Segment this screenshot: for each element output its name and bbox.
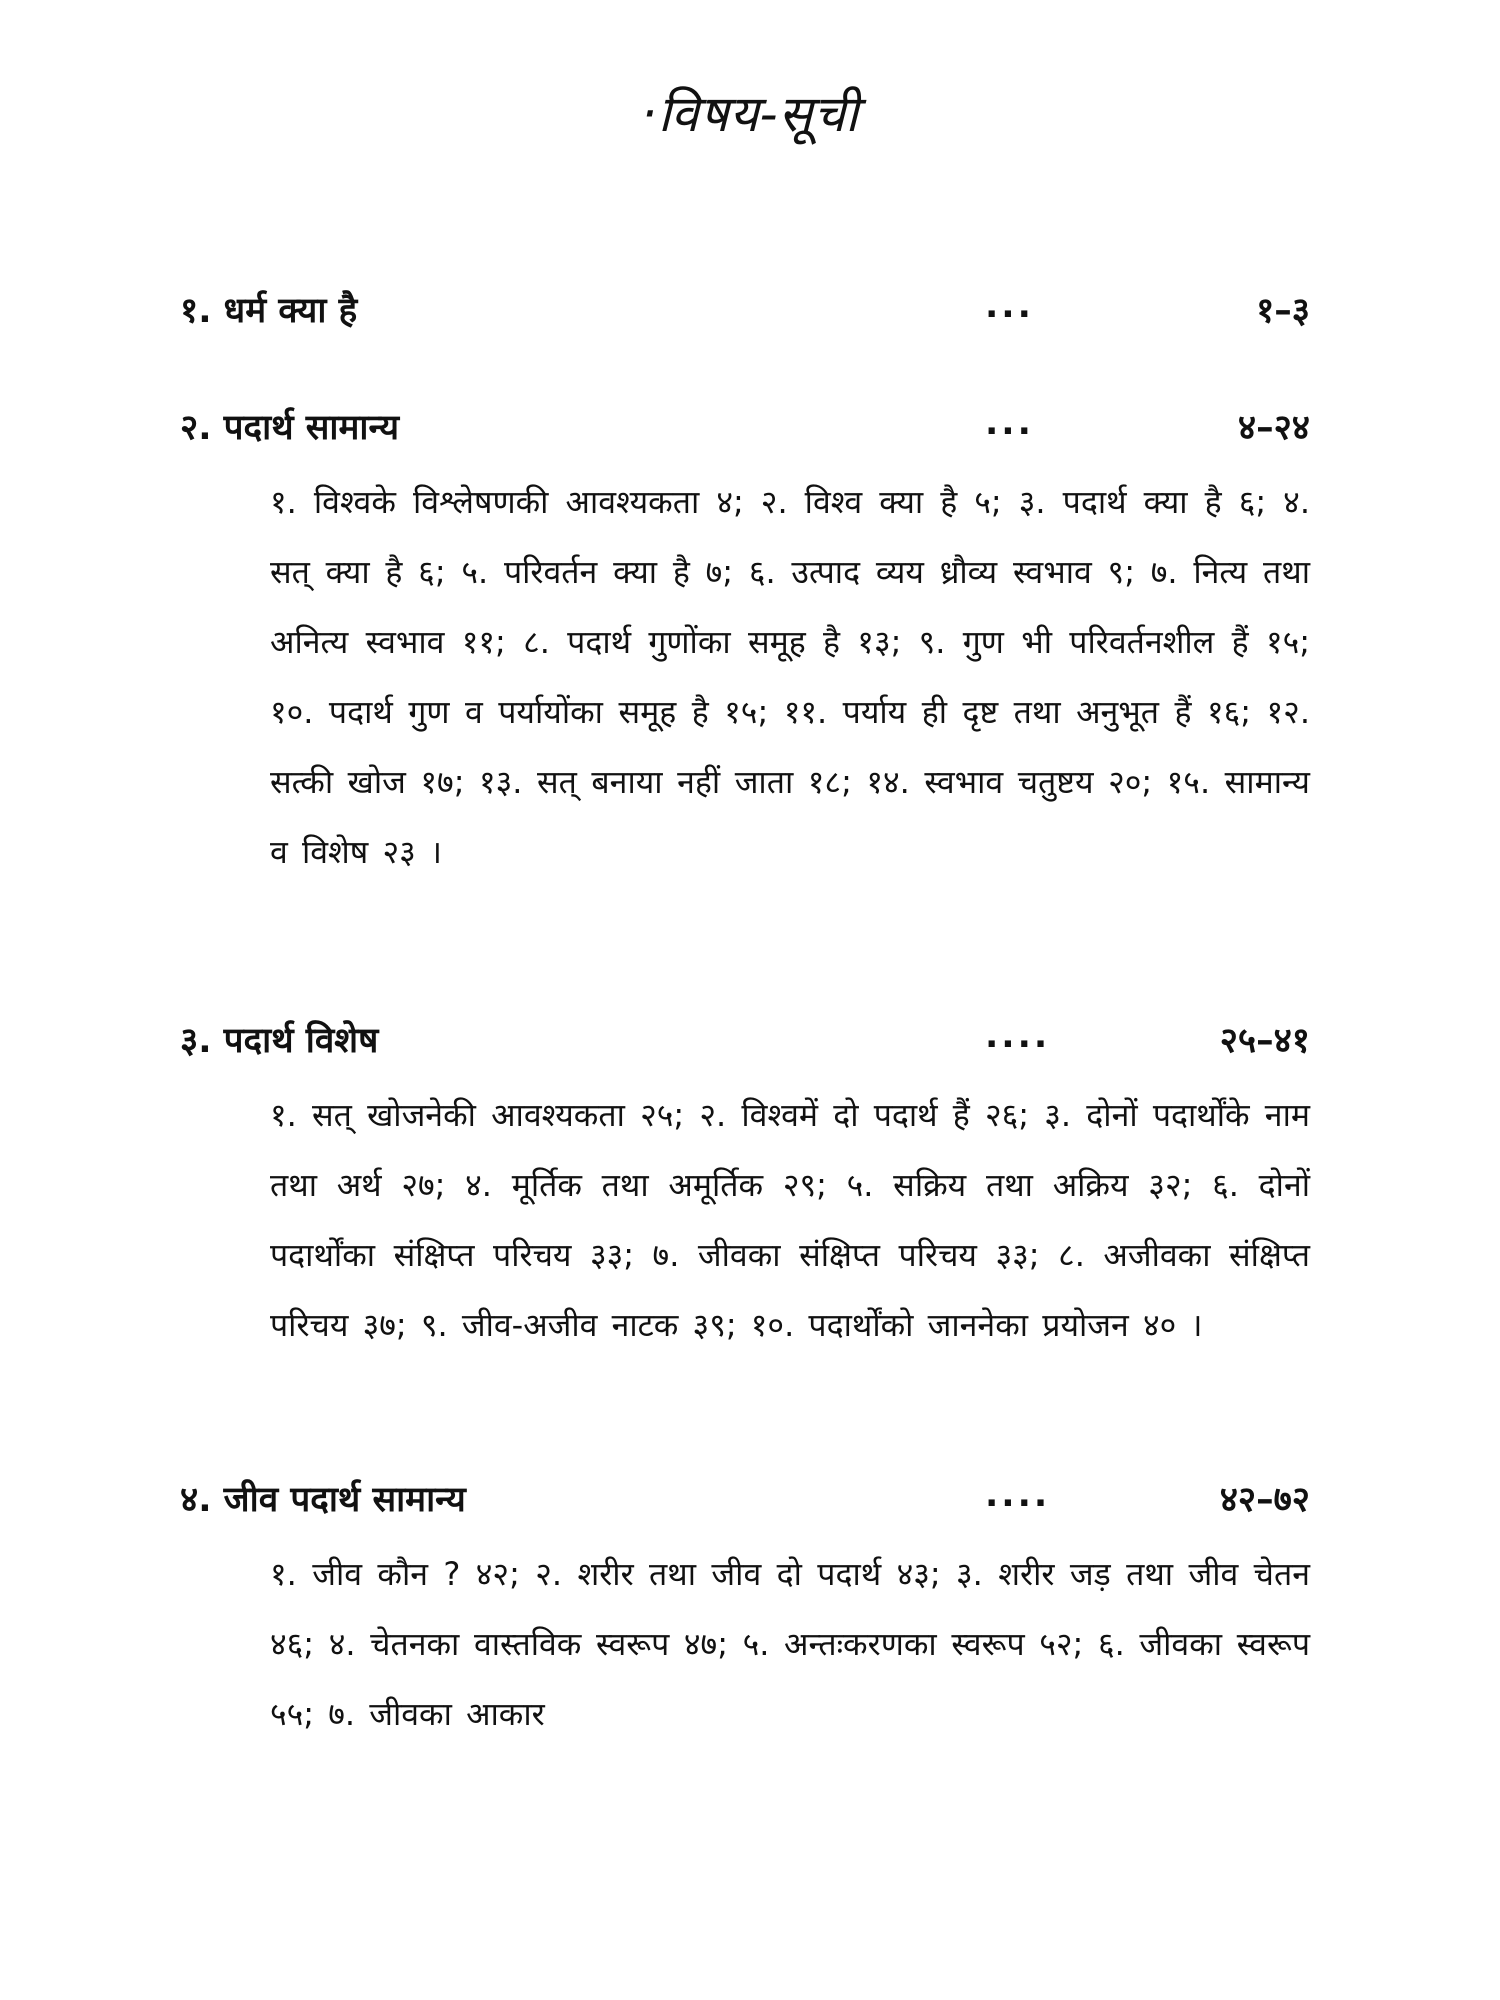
toc-section-2 [180, 403, 1310, 887]
toc-page-range: ४२–७२ [1219, 1480, 1310, 1520]
toc-section-heading [180, 1475, 1310, 1539]
toc-section-contents: १. जीव कौन ? ४२; २. शरीर तथा जीव दो पदार्थ ४३; ३. शरीर जड़ तथा जीव चेतन ४६; ४. चेतनका वास्तविक स्वरूप ४७; ५. अन्तःकरणका स्वरूप ५२; ६. जीवका स्वरूप ५५; ७. जीवका आकार [270, 1555, 1310, 1733]
toc-section-heading [180, 1016, 1310, 1080]
toc-section-contents: १. विश्वके विश्लेषणकी आवश्यकता ४; २. विश्व क्या है ५; ३. पदार्थ क्या है ६; ४. सत् क्या है ६; ५. परिवर्तन क्या है ७; ६. उत्पाद व्यय ध्रौव्य स्वभाव ९; ७. नित्य तथा अनित्य स्वभाव ११; ८. पदार्थ गुणोंका समूह है १३; ९. गुण भी परिवर्तनशील हैं १५; १०. पदार्थ गुण व पर्यायोंका समूह है १५; ११. पर्याय ही दृष्ट तथा अनुभूत हैं १६; १२. सत्की खोज १७; १३. सत् बनाया नहीं जाता १८; १४. स्वभाव चतुष्टय २०; १५. सामान्य व विशेष २३ । [270, 483, 1310, 871]
toc-page-range: २५–४१ [1219, 1021, 1310, 1061]
toc-section-title: ३. पदार्थ विशेष [180, 1021, 379, 1061]
toc-leader-dots: .... [985, 1475, 1051, 1515]
toc-section-heading [180, 286, 1310, 350]
toc-section-heading [180, 403, 1310, 467]
toc-section-1 [180, 286, 1310, 350]
toc-section-3 [180, 1016, 1310, 1360]
page-title: ·विषय-सूची [640, 85, 860, 143]
toc-section-4 [180, 1475, 1310, 1749]
toc-section-title: २. पदार्थ सामान्य [180, 408, 400, 448]
toc-leader-dots: ... [985, 286, 1034, 326]
toc-leader-dots: ... [985, 403, 1034, 443]
toc-section-title: ४. जीव पदार्थ सामान्य [180, 1480, 466, 1520]
toc-section-title: १. धर्म क्या है [180, 291, 358, 331]
toc-page-range: ४–२४ [1237, 408, 1310, 448]
toc-leader-dots: .... [985, 1016, 1051, 1056]
toc-page-range: १–३ [1256, 291, 1310, 331]
toc-section-contents: १. सत् खोजनेकी आवश्यकता २५; २. विश्वमें दो पदार्थ हैं २६; ३. दोनों पदार्थोंके नाम तथा अर्थ २७; ४. मूर्तिक तथा अमूर्तिक २९; ५. सक्रिय तथा अक्रिय ३२; ६. दोनों पदार्थोंका संक्षिप्त परिचय ३३; ७. जीवका संक्षिप्त परिचय ३३; ८. अजीवका संक्षिप्त परिचय ३७; ९. जीव-अजीव नाटक ३९; १०. पदार्थोंको जाननेका प्रयोजन ४० । [270, 1096, 1310, 1344]
